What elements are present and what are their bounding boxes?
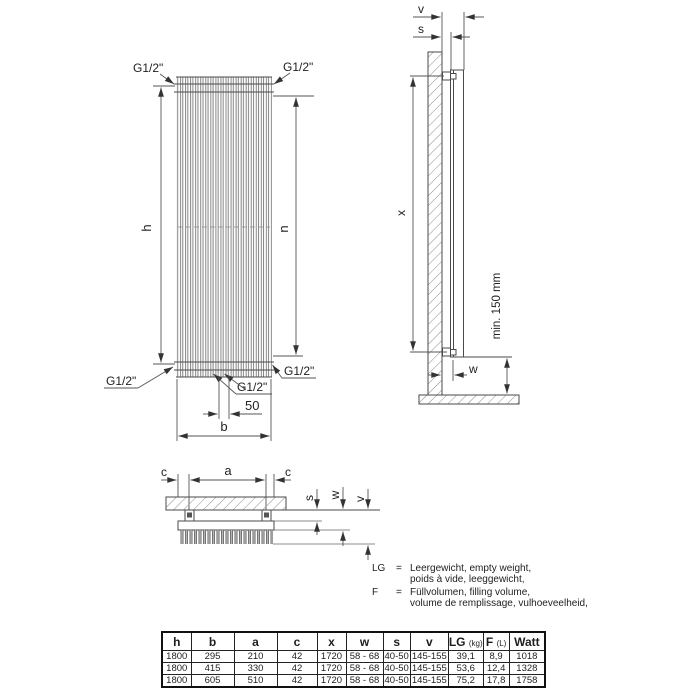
- fins-plan: [179, 530, 273, 544]
- plan-ref-lines: [273, 521, 375, 544]
- cell: 145-155: [411, 651, 447, 662]
- legend-lg-term: LG: [372, 563, 386, 574]
- dim-label-c-right: c: [285, 465, 291, 479]
- dim-label-x: x: [394, 210, 408, 216]
- collector-plan: [178, 521, 274, 530]
- spec-table-wrap: [161, 631, 546, 688]
- dim-label-c-left: c: [161, 465, 167, 479]
- col-header-s: s: [383, 632, 410, 651]
- cell: 40-50: [384, 675, 409, 686]
- cell: 1328: [509, 663, 545, 675]
- table-row: [162, 675, 545, 688]
- cell: 1800: [162, 651, 191, 663]
- spec-header-row: [162, 632, 545, 651]
- dim-label-s-plan: s: [302, 495, 316, 501]
- cell: 75,2: [448, 675, 483, 688]
- col-header-watt: Watt: [509, 632, 545, 651]
- dim-label-v-plan: v: [353, 496, 367, 502]
- cell: 1800: [162, 663, 191, 675]
- cell: 40-50: [384, 663, 409, 674]
- legend-lg-line1: Leergewicht, empty weight,: [410, 563, 532, 574]
- cell: 40-50: [384, 651, 409, 662]
- cell: 12,4: [483, 663, 509, 675]
- col-header-a: a: [234, 632, 277, 651]
- front-view: [104, 60, 316, 441]
- wall-plan: [166, 497, 286, 510]
- cell: 42: [277, 651, 317, 663]
- cell: 17,8: [483, 675, 509, 688]
- wall-section: [428, 52, 442, 395]
- cell: 145-155: [411, 675, 447, 686]
- cell: 330: [234, 663, 277, 675]
- col-header-b: b: [191, 632, 234, 651]
- col-header-h: h: [162, 632, 191, 651]
- cell: 415: [191, 663, 234, 675]
- dim-h: [153, 86, 175, 364]
- spec-table: [161, 631, 546, 688]
- leader-top-right: [274, 73, 290, 84]
- cell: 1720: [317, 651, 346, 663]
- cell: 58 - 68: [346, 663, 383, 675]
- cell: 42: [277, 663, 317, 675]
- connection-label-bottom-center: G1/2": [237, 380, 268, 394]
- table-row: [162, 663, 545, 675]
- cell: 145-155: [411, 663, 447, 674]
- cell: 58 - 68: [346, 651, 383, 663]
- cell: 53,6: [448, 663, 483, 675]
- dim-label-s-side: s: [418, 22, 424, 36]
- cell: 1018: [509, 651, 545, 663]
- cell: 1800: [162, 675, 191, 688]
- cell: 39,1: [448, 651, 483, 663]
- side-view: [394, 2, 519, 404]
- cell: 605: [191, 675, 234, 688]
- dim-label-50: 50: [245, 398, 260, 413]
- dim-label-h: h: [139, 224, 154, 232]
- connection-label-top-left: G1/2": [133, 61, 164, 75]
- connection-label-bottom-left: G1/2": [106, 374, 137, 388]
- dim-label-a: a: [224, 463, 232, 478]
- floor-section: [419, 395, 519, 404]
- bracket-plan-right: [262, 510, 271, 521]
- table-row: [162, 651, 545, 663]
- cell: 1720: [317, 675, 346, 688]
- col-header-v: v: [410, 632, 448, 651]
- min-clearance-label: min. 150 mm: [491, 272, 503, 340]
- dim-label-w-plan: w: [328, 490, 342, 500]
- cell: 42: [277, 675, 317, 688]
- col-header-f: F (L): [483, 632, 509, 651]
- cell: 58 - 68: [346, 675, 383, 688]
- legend-f-equals: =: [396, 587, 402, 598]
- cell: 8,9: [483, 651, 509, 663]
- connection-label-bottom-right: G1/2": [284, 364, 315, 378]
- leader-top-left: [160, 74, 174, 84]
- bracket-plan-left: [185, 510, 194, 521]
- col-header-x: x: [317, 632, 346, 651]
- cell: 1758: [509, 675, 545, 688]
- legend-f-line1: Füllvolumen, filling volume,: [410, 587, 531, 598]
- legend: [372, 564, 588, 612]
- top-view: [161, 463, 380, 560]
- legend-lg: [372, 564, 588, 585]
- cell: 295: [191, 651, 234, 663]
- dim-label-b: b: [220, 419, 228, 434]
- legend-f-line2: volume de remplissage, vulhoeveelheid,: [410, 597, 588, 609]
- legend-lg-equals: =: [396, 563, 402, 574]
- legend-f-term: F: [372, 587, 379, 598]
- col-header-w: w: [346, 632, 383, 651]
- dim-label-v-side: v: [418, 2, 424, 16]
- cell: 210: [234, 651, 277, 663]
- dim-label-w-side: w: [469, 362, 478, 376]
- dim-v-side: [413, 12, 484, 70]
- col-header-lg: LG (kg): [448, 632, 483, 651]
- dim-label-n: n: [276, 225, 291, 233]
- wall-bracket-top: [443, 72, 457, 80]
- connection-label-top-right: G1/2": [283, 60, 314, 74]
- legend-lg-line2: poids à vide, leeggewicht,: [410, 573, 525, 585]
- col-header-c: c: [277, 632, 317, 651]
- legend-f: [372, 588, 588, 609]
- cell: 1720: [317, 663, 346, 675]
- cell: 510: [234, 675, 277, 688]
